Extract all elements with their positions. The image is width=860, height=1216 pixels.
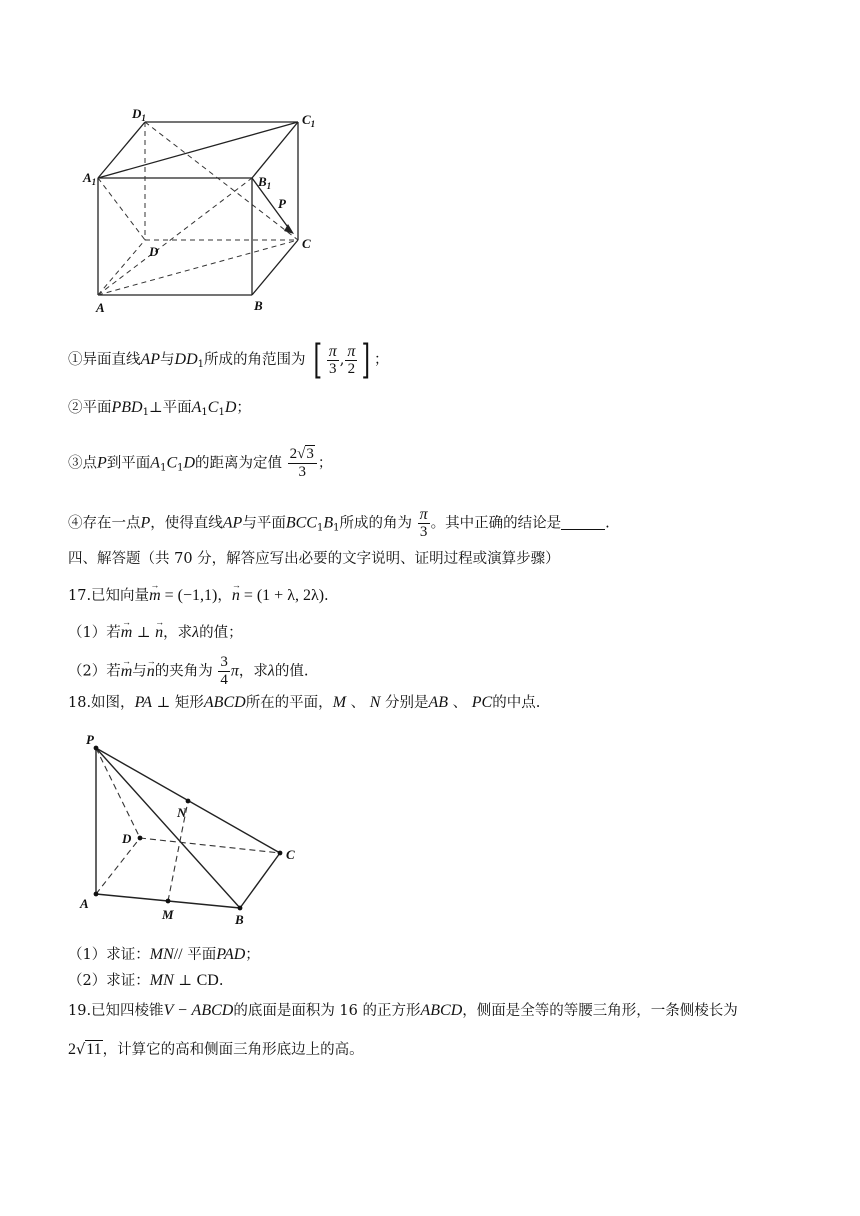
label-A: A xyxy=(96,300,105,315)
pyramid-figure xyxy=(74,728,314,928)
label-P: P xyxy=(278,196,286,211)
label-B: B xyxy=(254,298,263,313)
q18-part1: （1）求证：MN// 平面PAD； xyxy=(68,946,260,963)
label-N: N xyxy=(177,805,187,820)
q17-part1: （1）若→ m ⊥ → n，求λ的值； xyxy=(68,622,243,644)
q19-line1: 19.已知四棱锥V − ABCD的底面是面积为 16 的正方形ABCD，侧面是全等的等腰三角形，一条侧棱长为 xyxy=(68,1002,738,1019)
label-A1: $A_1$ xyxy=(83,170,97,187)
label-B1: $B_1$ xyxy=(258,174,272,191)
label-P: P xyxy=(86,732,94,747)
prism-figure xyxy=(80,100,340,320)
label-C1: $C_1$ xyxy=(302,112,316,129)
statement-4: ④存在一点P，使得直线AP与平面$BCC_1B_1$所成的角为 $\frac{\pi}{3}$ 。其中正确的结论是 . xyxy=(68,506,610,540)
section-heading: 四、解答题（共 70 分，解答应写出必要的文字说明、证明过程或演算步骤） xyxy=(68,551,560,567)
label-A: A xyxy=(80,896,89,911)
label-D1: $D_1$ xyxy=(132,106,146,123)
answer-blank[interactable] xyxy=(561,515,605,530)
label-C: C xyxy=(286,847,295,862)
q17-part2: （2）若→ m与→ n的夹角为 $\frac{3}{4}$ π，求λ的值. xyxy=(68,654,308,689)
label-D: D xyxy=(149,244,159,259)
q18-stem: 18.如图，PA ⊥ 矩形ABCD所在的平面，M 、 N 分别是AB 、 PC的中点. xyxy=(68,694,541,711)
label-C: C xyxy=(302,236,311,251)
statement-3: ③点P到平面$A_1C_1D$的距离为定值 $\frac{2√3}{3}$ ； xyxy=(68,446,333,480)
label-B: B xyxy=(235,912,244,927)
statement-1: ①异面直线AP与$DD_1$所成的角范围为 [ $\frac{\pi}{3}$ , $\frac{\pi}{2}$ ] ； xyxy=(68,337,389,383)
q17-stem: 17.已知向量→ m = (−1,1)，→ n = (1 + λ, 2λ). xyxy=(68,585,329,607)
q19-line2: 2√11，计算它的高和侧面三角形底边上的高。 xyxy=(68,1041,364,1058)
label-M: M xyxy=(162,907,174,922)
statement-2: ②平面$PBD_1\perp$平面$A_1C_1D$； xyxy=(68,399,251,418)
label-D: D xyxy=(122,831,132,846)
q18-part2: （2）求证：MN ⊥ CD. xyxy=(68,972,224,989)
